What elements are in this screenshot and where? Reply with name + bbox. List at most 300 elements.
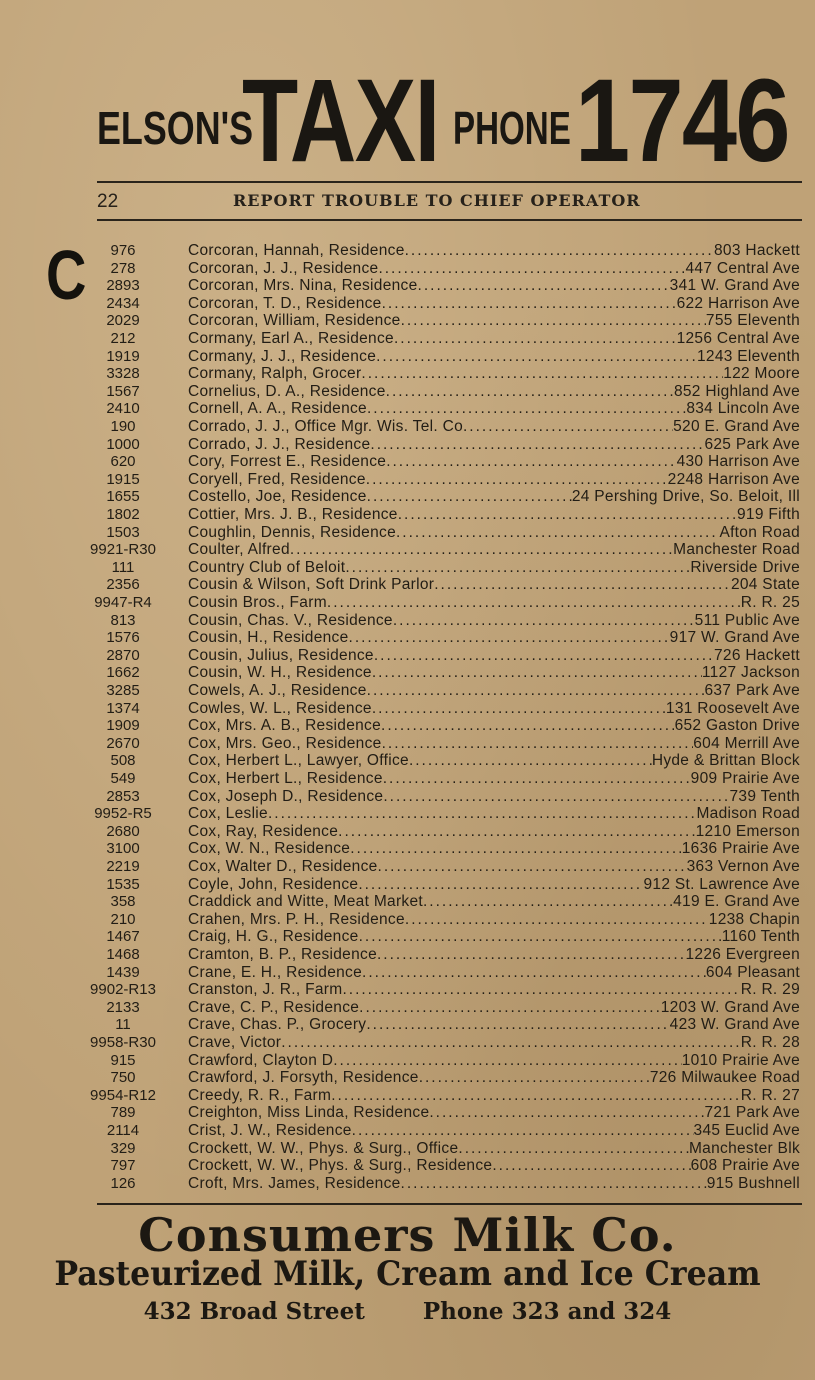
entry-listing xyxy=(188,1052,800,1070)
entry-listing xyxy=(188,612,800,630)
entry-address: 1127 Jackson xyxy=(701,664,800,682)
entry-listing xyxy=(188,400,800,418)
entry-phone: 3285 xyxy=(106,682,140,699)
entry-address: 1636 Prairie Ave xyxy=(681,840,800,858)
leader-dots xyxy=(418,277,670,295)
entry-address: 1210 Emerson xyxy=(695,822,800,840)
table-row xyxy=(0,1052,815,1070)
entry-address: 608 Prairie Ave xyxy=(690,1157,800,1175)
entry-phone: 212 xyxy=(110,330,136,347)
entry-listing xyxy=(188,946,800,964)
entry-address: Afton Road xyxy=(719,523,800,541)
leader-dots xyxy=(358,876,643,894)
entry-phone: 9954-R12 xyxy=(90,1086,156,1104)
leader-dots xyxy=(376,348,697,366)
entry-listing xyxy=(188,981,800,999)
entry-name: Cousin, H., Residence xyxy=(188,629,349,647)
leader-dots xyxy=(382,295,677,313)
entry-phone: 2029 xyxy=(106,312,140,330)
entry-name: Corcoran, Hannah, Residence xyxy=(188,242,405,259)
table-row xyxy=(0,242,815,260)
leader-dots xyxy=(370,436,704,454)
entry-name: Cormany, Ralph, Grocer xyxy=(188,365,362,383)
table-row xyxy=(0,1140,815,1158)
leader-dots xyxy=(367,682,705,700)
entry-name: Cousin, W. H., Residence xyxy=(188,664,372,682)
entry-address: 419 E. Grand Ave xyxy=(673,893,800,911)
entry-phone: 11 xyxy=(115,1016,131,1034)
entry-name: Croft, Mrs. James, Residence xyxy=(188,1174,401,1192)
entry-name: Craig, H. G., Residence xyxy=(188,928,359,946)
entry-name: Cox, Mrs. Geo., Residence xyxy=(188,734,382,752)
table-row xyxy=(0,541,815,559)
entry-listing xyxy=(188,488,800,506)
entry-listing xyxy=(188,964,800,982)
entry-phone: 9958-R30 xyxy=(90,1034,156,1051)
entry-address: 1243 Eleventh xyxy=(696,347,800,365)
entry-name: Cox, Herbert L., Lawyer, Office xyxy=(188,752,409,770)
entry-phone: 2893 xyxy=(106,277,140,295)
entry-phone: 9952-R5 xyxy=(94,805,152,823)
leader-dots xyxy=(434,576,731,594)
entry-address: 2248 Harrison Ave xyxy=(667,470,800,488)
leader-dots xyxy=(352,1122,694,1140)
entry-phone: 278 xyxy=(110,259,136,277)
milk-ad-address: 432 Broad Street xyxy=(143,1298,365,1325)
leader-dots xyxy=(394,330,677,348)
entry-name: Crave, C. P., Residence xyxy=(188,998,360,1016)
table-row xyxy=(0,1016,815,1034)
leader-dots xyxy=(383,770,691,788)
entry-address: 1160 Tenth xyxy=(721,928,800,946)
entry-phone: 9947-R4 xyxy=(94,594,152,611)
leader-dots xyxy=(396,524,719,542)
entry-address: 511 Public Ave xyxy=(694,611,800,629)
entry-address: 721 Park Ave xyxy=(704,1104,800,1122)
milk-ad-phone: Phone 323 and 324 xyxy=(422,1298,672,1325)
milk-ad-company: Consumers Milk Co. xyxy=(138,1208,677,1262)
entry-address: 755 Eleventh xyxy=(705,312,800,330)
table-row xyxy=(0,436,815,454)
leader-dots xyxy=(362,964,706,982)
page-number: 22 xyxy=(97,191,119,212)
leader-dots xyxy=(366,471,668,489)
entry-address: 1238 Chapin xyxy=(708,910,800,928)
entry-phone: 813 xyxy=(110,611,136,629)
taxi-ad-word: TAXI xyxy=(242,55,439,187)
table-row xyxy=(0,1157,815,1175)
leader-dots xyxy=(419,1069,650,1087)
leader-dots xyxy=(409,752,652,770)
entry-name: Cousin Bros., Farm xyxy=(188,594,327,611)
table-row xyxy=(0,770,815,788)
entry-listing xyxy=(188,1175,800,1193)
entry-name: Cox, Herbert L., Residence xyxy=(188,770,383,787)
entry-name: Cottier, Mrs. J. B., Residence xyxy=(188,506,398,523)
entry-address: 1203 W. Grand Ave xyxy=(660,998,800,1016)
taxi-ad-banner xyxy=(0,55,815,187)
entry-phone: 797 xyxy=(110,1157,136,1175)
taxi-ad-company: ELSON'S xyxy=(97,102,254,154)
entry-listing xyxy=(188,383,800,401)
entry-address: Manchester Blk xyxy=(688,1139,800,1157)
entry-phone: 111 xyxy=(111,558,135,576)
entry-address: 423 W. Grand Ave xyxy=(669,1016,800,1034)
entry-listing xyxy=(188,1122,800,1140)
table-row xyxy=(0,1104,815,1122)
entry-name: Crahen, Mrs. P. H., Residence xyxy=(188,910,405,928)
leader-dots xyxy=(367,400,686,418)
entry-listing xyxy=(188,752,800,770)
entry-address: R. R. 29 xyxy=(740,981,800,999)
leader-dots xyxy=(386,453,676,471)
entry-name: Corcoran, William, Residence xyxy=(188,312,401,330)
section-letter: C xyxy=(46,236,87,314)
entry-name: Cox, Ray, Residence xyxy=(188,822,339,840)
leader-dots xyxy=(398,506,737,524)
entry-listing xyxy=(188,242,800,260)
entry-listing xyxy=(188,506,800,524)
entry-phone: 1503 xyxy=(106,523,140,541)
entry-address: 919 Fifth xyxy=(736,506,800,523)
entry-name: Costello, Joe, Residence xyxy=(188,488,367,506)
table-row xyxy=(0,647,815,665)
table-row xyxy=(0,1087,815,1105)
entry-phone: 2133 xyxy=(106,998,140,1016)
entry-name: Crockett, W. W., Phys. & Surg., Office xyxy=(188,1139,459,1157)
leader-dots xyxy=(359,999,661,1017)
entry-name: Crockett, W. W., Phys. & Surg., Residence xyxy=(188,1157,493,1175)
leader-dots xyxy=(405,911,709,929)
entry-phone: 1467 xyxy=(106,928,140,946)
entry-phone: 1468 xyxy=(106,946,140,963)
entry-address: 917 W. Grand Ave xyxy=(669,629,800,647)
entry-address: 625 Park Ave xyxy=(704,435,800,453)
table-row xyxy=(0,348,815,366)
leader-dots xyxy=(463,418,673,436)
entry-name: Cox, Joseph D., Residence xyxy=(188,787,384,805)
table-row xyxy=(0,506,815,524)
entry-listing xyxy=(188,1087,800,1105)
entry-listing xyxy=(188,911,800,929)
entry-name: Crawford, J. Forsyth, Residence xyxy=(188,1069,419,1087)
table-row xyxy=(0,559,815,577)
table-row xyxy=(0,717,815,735)
entry-address: 637 Park Ave xyxy=(704,682,800,699)
entry-name: Cox, Leslie xyxy=(188,805,268,823)
entry-listing xyxy=(188,664,800,682)
table-row xyxy=(0,964,815,982)
table-row xyxy=(0,911,815,929)
table-row xyxy=(0,312,815,330)
leader-dots xyxy=(350,840,682,858)
entry-name: Crave, Chas. P., Grocery xyxy=(188,1016,367,1034)
entry-phone: 1000 xyxy=(106,435,140,453)
entry-address: 726 Hackett xyxy=(713,646,800,664)
entry-address: 1010 Prairie Ave xyxy=(681,1051,800,1069)
leader-dots xyxy=(377,946,685,964)
leader-dots xyxy=(374,647,714,665)
entry-listing xyxy=(188,330,800,348)
table-row xyxy=(0,418,815,436)
entry-name: Coughlin, Dennis, Residence xyxy=(188,523,396,541)
entry-phone: 789 xyxy=(110,1104,136,1122)
entry-address: R. R. 27 xyxy=(740,1086,800,1104)
leader-dots xyxy=(349,629,670,647)
entry-phone: 1567 xyxy=(106,382,140,400)
entry-name: Creighton, Miss Linda, Residence xyxy=(188,1104,430,1122)
entry-phone: 2434 xyxy=(106,294,140,312)
entry-address: R. R. 25 xyxy=(740,594,800,611)
entry-name: Corrado, J. J., Office Mgr. Wis. Tel. Co xyxy=(188,418,463,435)
entry-phone: 9921-R30 xyxy=(90,541,156,559)
entry-phone: 1576 xyxy=(106,629,140,647)
entry-phone: 2680 xyxy=(106,822,140,840)
entry-listing xyxy=(188,436,800,454)
entry-phone: 2410 xyxy=(106,400,140,418)
entry-address: 122 Moore xyxy=(723,365,800,383)
entry-phone: 750 xyxy=(110,1069,136,1087)
table-row xyxy=(0,1175,815,1193)
entry-name: Corcoran, Mrs. Nina, Residence xyxy=(188,277,418,295)
entry-name: Coryell, Fred, Residence xyxy=(188,470,366,488)
entry-address: 131 Roosevelt Ave xyxy=(665,699,800,717)
entry-address: 912 St. Lawrence Ave xyxy=(643,875,800,893)
taxi-ad-phone-number: 1746 xyxy=(575,55,789,187)
entry-listing xyxy=(188,471,800,489)
entry-name: Coulter, Alfred xyxy=(188,541,290,559)
entry-listing xyxy=(188,594,800,612)
leader-dots xyxy=(361,365,723,383)
entry-phone: 190 xyxy=(110,418,136,435)
table-row xyxy=(0,488,815,506)
entry-listing xyxy=(188,524,800,542)
entry-listing xyxy=(188,999,800,1017)
entry-address: R. R. 28 xyxy=(740,1034,800,1051)
entry-phone: 1439 xyxy=(106,963,140,981)
entry-address: 604 Pleasant xyxy=(705,963,800,981)
entry-address: Madison Road xyxy=(696,805,800,823)
entry-listing xyxy=(188,840,800,858)
table-row xyxy=(0,682,815,700)
entry-listing xyxy=(188,1104,800,1122)
entry-listing xyxy=(188,348,800,366)
entry-address: 341 W. Grand Ave xyxy=(669,277,800,295)
entry-phone: 915 xyxy=(110,1051,136,1069)
leader-dots xyxy=(359,928,722,946)
table-row xyxy=(0,295,815,313)
entry-address: 430 Harrison Ave xyxy=(676,453,800,471)
table-row xyxy=(0,471,815,489)
table-row xyxy=(0,260,815,278)
entry-address: 834 Lincoln Ave xyxy=(686,400,800,418)
entry-name: Cousin, Julius, Residence xyxy=(188,646,374,664)
leader-dots xyxy=(338,823,695,841)
entry-name: Cousin, Chas. V., Residence xyxy=(188,611,393,629)
leader-dots xyxy=(331,1087,741,1105)
entry-address: Hyde & Brittan Block xyxy=(651,752,800,770)
entry-name: Cramton, B. P., Residence xyxy=(188,946,377,963)
entry-listing xyxy=(188,559,800,577)
entry-listing xyxy=(188,770,800,788)
entry-address: 739 Tenth xyxy=(729,787,800,805)
entry-name: Corrado, J. J., Residence xyxy=(188,435,371,453)
table-row xyxy=(0,805,815,823)
leader-dots xyxy=(281,1034,741,1052)
milk-ad-contact xyxy=(0,1298,815,1325)
entry-name: Crist, J. W., Residence xyxy=(188,1122,352,1139)
entry-listing xyxy=(188,1069,800,1087)
table-row xyxy=(0,664,815,682)
entry-listing xyxy=(188,260,800,278)
table-row xyxy=(0,946,815,964)
table-row xyxy=(0,524,815,542)
entry-listing xyxy=(188,682,800,700)
leader-dots xyxy=(405,242,714,260)
entry-address: 726 Milwaukee Road xyxy=(649,1069,800,1087)
table-row xyxy=(0,1069,815,1087)
leader-dots xyxy=(386,383,674,401)
leader-dots xyxy=(366,1016,669,1034)
leader-dots xyxy=(381,717,675,735)
milk-ad-tagline: Pasteurized Milk, Cream and Ice Cream xyxy=(54,1254,761,1294)
entry-address: 204 State xyxy=(730,576,800,594)
entry-name: Crave, Victor xyxy=(188,1034,282,1051)
table-row xyxy=(0,840,815,858)
leader-dots xyxy=(378,858,687,876)
table-row xyxy=(0,981,815,999)
entry-name: Coyle, John, Residence xyxy=(188,875,359,893)
entry-name: Cormany, Earl A., Residence xyxy=(188,330,394,347)
entry-address: 24 Pershing Drive, So. Beloit, Ill xyxy=(571,488,800,506)
entry-name: Cox, Mrs. A. B., Residence xyxy=(188,717,382,735)
entry-listing xyxy=(188,1140,800,1158)
table-row xyxy=(0,893,815,911)
table-row xyxy=(0,823,815,841)
leader-dots xyxy=(492,1157,690,1175)
table-row xyxy=(0,735,815,753)
entry-address: 909 Prairie Ave xyxy=(690,770,800,787)
leader-dots xyxy=(342,981,740,999)
entry-listing xyxy=(188,805,800,823)
entry-name: Corcoran, J. J., Residence xyxy=(188,259,379,277)
entry-phone: 1915 xyxy=(106,470,140,488)
entry-phone: 1374 xyxy=(106,699,140,717)
entry-listing xyxy=(188,876,800,894)
entry-listing xyxy=(188,453,800,471)
leader-dots xyxy=(423,893,673,911)
entry-name: Cormany, J. J., Residence xyxy=(188,347,377,365)
leader-dots xyxy=(401,1175,707,1193)
entry-phone: 210 xyxy=(110,910,136,928)
table-row xyxy=(0,629,815,647)
entry-name: Cousin & Wilson, Soft Drink Parlor xyxy=(188,576,435,594)
entry-phone: 2219 xyxy=(106,858,140,875)
entry-listing xyxy=(188,858,800,876)
entry-address: 1256 Central Ave xyxy=(676,330,800,347)
table-row xyxy=(0,330,815,348)
entry-listing xyxy=(188,735,800,753)
leader-dots xyxy=(333,1052,681,1070)
page-title: REPORT TROUBLE TO CHIEF OPERATOR xyxy=(233,191,641,210)
leader-dots xyxy=(401,312,706,330)
entry-phone: 358 xyxy=(110,893,136,911)
entry-phone: 2870 xyxy=(106,646,140,664)
leader-dots xyxy=(372,664,702,682)
entry-listing xyxy=(188,893,800,911)
entry-address: 447 Central Ave xyxy=(685,259,800,277)
entry-listing xyxy=(188,700,800,718)
entry-listing xyxy=(188,576,800,594)
leader-dots xyxy=(290,541,673,559)
entry-name: Cory, Forrest E., Residence xyxy=(188,453,387,471)
taxi-ad-phone-label: PHONE xyxy=(453,102,571,154)
leader-dots xyxy=(345,559,690,577)
entry-phone: 508 xyxy=(110,752,136,770)
leader-dots xyxy=(458,1140,689,1158)
leader-dots xyxy=(327,594,741,612)
entry-phone: 976 xyxy=(110,242,136,259)
entry-name: Creedy, R. R., Farm xyxy=(188,1086,332,1104)
entry-name: Corcoran, T. D., Residence xyxy=(188,294,382,312)
table-row xyxy=(0,1122,815,1140)
table-row xyxy=(0,277,815,295)
entry-name: Craddick and Witte, Meat Market xyxy=(188,893,423,911)
table-row xyxy=(0,858,815,876)
entry-listing xyxy=(188,1016,800,1034)
entry-address: Manchester Road xyxy=(673,541,800,559)
table-row xyxy=(0,612,815,630)
entry-phone: 549 xyxy=(110,770,136,787)
entry-listing xyxy=(188,788,800,806)
entry-address: 1226 Evergreen xyxy=(685,946,800,963)
entry-listing xyxy=(188,823,800,841)
entry-address: 622 Harrison Ave xyxy=(676,294,800,312)
table-row xyxy=(0,400,815,418)
table-row xyxy=(0,594,815,612)
table-row xyxy=(0,999,815,1017)
table-row xyxy=(0,788,815,806)
entry-listing xyxy=(188,647,800,665)
entry-address: 363 Vernon Ave xyxy=(686,858,800,875)
entry-listing xyxy=(188,1157,800,1175)
entry-phone: 126 xyxy=(110,1174,136,1192)
table-row xyxy=(0,700,815,718)
entry-listing xyxy=(188,418,800,436)
leader-dots xyxy=(268,805,696,823)
leader-dots xyxy=(372,700,666,718)
leader-dots xyxy=(382,735,694,753)
entry-phone: 329 xyxy=(110,1139,136,1157)
entry-address: 520 E. Grand Ave xyxy=(673,418,800,435)
leader-dots xyxy=(378,260,685,278)
table-row xyxy=(0,365,815,383)
entry-name: Cox, Walter D., Residence xyxy=(188,858,378,875)
entry-phone: 2356 xyxy=(106,576,140,594)
entry-name: Cowles, W. L., Residence xyxy=(188,699,372,717)
entry-listing xyxy=(188,1034,800,1052)
entry-name: Cox, W. N., Residence xyxy=(188,840,351,858)
entry-phone: 3328 xyxy=(106,365,140,383)
entry-listing xyxy=(188,365,800,383)
entry-phone: 1919 xyxy=(106,347,140,365)
table-row xyxy=(0,752,815,770)
entry-phone: 1802 xyxy=(106,506,140,523)
entry-address: 652 Gaston Drive xyxy=(674,717,800,735)
entry-listing xyxy=(188,928,800,946)
table-row xyxy=(0,928,815,946)
entry-phone: 2114 xyxy=(106,1122,140,1139)
